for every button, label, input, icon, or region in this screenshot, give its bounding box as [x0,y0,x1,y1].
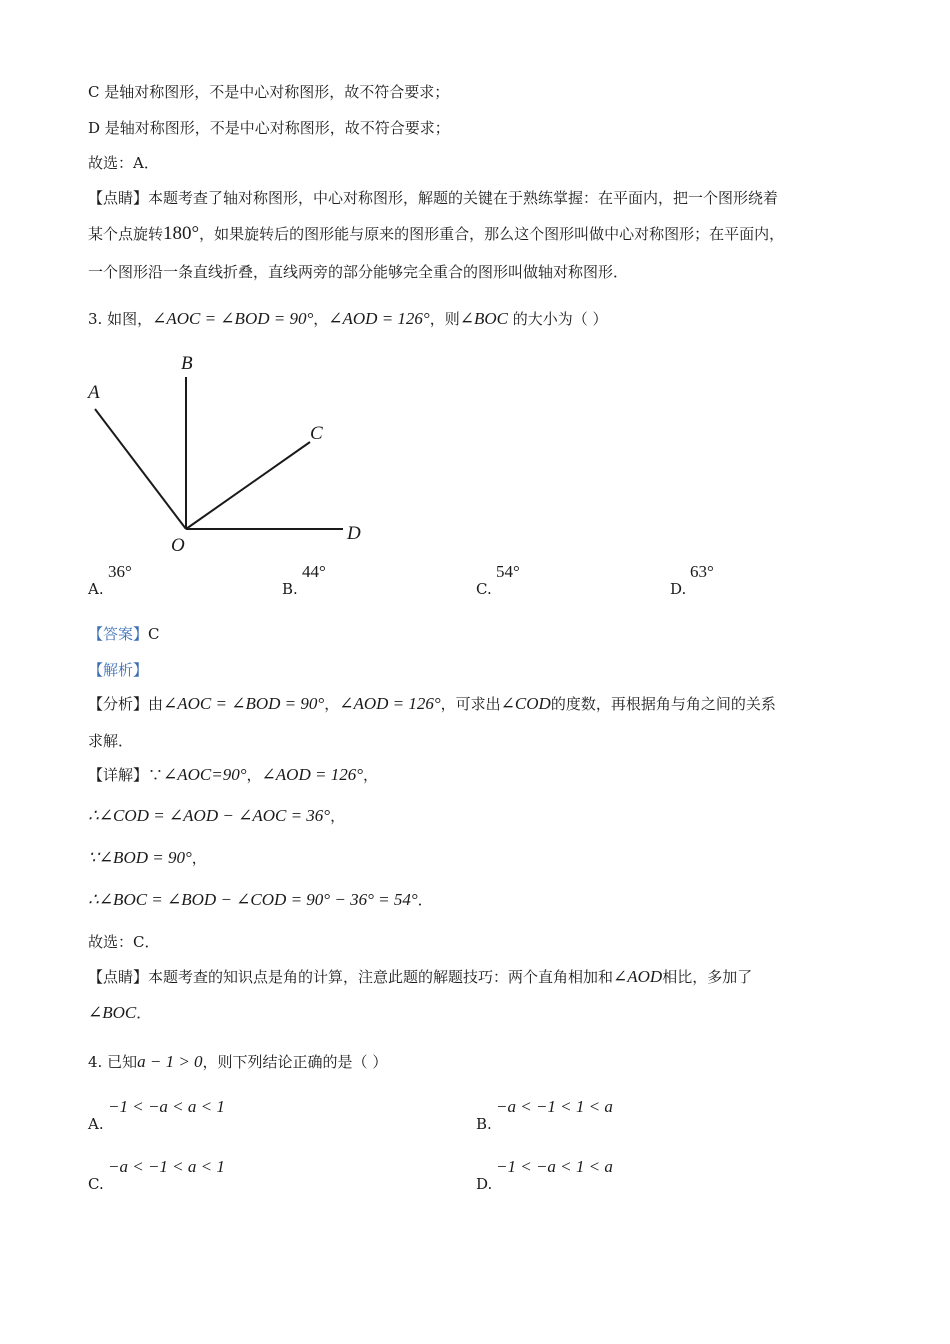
analysis-text: 求解． [88,732,134,750]
remark-text: 【点睛】本题考查的知识点是角的计算，注意此题的解题技巧：两个直角相加和∠AOD相比，多加了 [88,967,753,986]
solution-step: ∵∠BOD = 90°， [88,848,207,867]
remark-text: ∠BOC． [88,1003,152,1022]
analysis-tag: 【解析】 [88,661,149,679]
question-4-stem: 4. 已知a − 1 > 0，则下列结论正确的是（ ） [88,1052,388,1071]
label-d: D [347,523,361,544]
solution-step: ∴∠COD = ∠AOD − ∠AOC = 36°， [88,806,346,825]
text-line: 一个图形沿一条直线折叠，直线两旁的部分能够完全重合的图形叫做轴对称图形． [88,263,629,281]
ray-oa [95,409,186,529]
text-line: 某个点旋转180°，如果旋转后的图形能与原来的图形重合，那么这个图形叫做中心对称图形；在平面内， [88,223,785,244]
document-page: C 是轴对称图形，不是中心对称图形，故不符合要求； D 是轴对称图形，不是中心对称图形，故不符合要求； 故选：A． 【点睛】本题考查了轴对称图形，中心对称图形，解题的关键在于熟练掌握：在平面内，把一个图形绕着 某个点旋转180°，如果旋转后的图形能与原来的图形重合，那么这个图形叫做中心对称图形；在平面内， 一个图形沿一条直线折叠，直线两旁的部分能够完全重合的图形叫做轴对称图形． 3. 如图，∠AOC = ∠BOD = 90°，∠AOD = 126°，则∠BOC 的大小为（ ） A B C D O A. 36° B. 44° C. 54° D. 63° 【答案】C 【解析】 【分析】由∠AOC = ∠BOD = 90°，∠AOD = 126°，可求出∠COD的度数，再根据角与角之间的关系 求解． 【详解】∵∠AOC=90°，∠AOD = 126°， ∴∠COD = ∠AOD − ∠AOC = 36°， ∵∠BOD = 90°， ∴∠BOC = ∠BOD − ∠COD = 90° − 36° = 54°． 故选：C． 【点睛】本题考查的知识点是角的计算，注意此题的解题技巧：两个直角相加和∠AOD相比，多加了 ∠BOC． 4. 已知a − 1 > 0，则下列结论正确的是（ ） A. −1 < −a < a < 1 B. −a < −1 < 1 < a C. −a < −1 < a < 1 D. −1 < −a < 1 < a [0,0,950,1344]
answer-value: C [148,625,160,643]
label-c: C [310,423,323,444]
answer-line [88,624,160,644]
analysis-text: 【分析】由∠AOC = ∠BOD = 90°，∠AOD = 126°，可求出∠COD的度数，再根据角与角之间的关系 [88,694,776,713]
text-line: C 是轴对称图形，不是中心对称图形，故不符合要求； [88,83,450,101]
answer-tag: 【答案】 [88,625,149,643]
label-b: B [181,353,193,374]
solution-step: ∴∠BOC = ∠BOD − ∠COD = 90° − 36° = 54°． [88,890,433,909]
angle-figure [80,345,380,560]
ray-oc [186,442,310,529]
label-a: A [88,382,100,403]
detail-text: 【详解】∵∠AOC=90°，∠AOD = 126°， [88,765,379,784]
choose-line: 故选：C． [88,933,160,951]
text-line: D 是轴对称图形，不是中心对称图形，故不符合要求； [88,119,450,137]
label-o: O [171,535,185,556]
question-3-stem: 3. 如图，∠AOC = ∠BOD = 90°，∠AOD = 126°，则∠BOC 的大小为（ ） [88,309,608,328]
text-line: 故选：A． [88,154,159,172]
text-line: 【点睛】本题考查了轴对称图形，中心对称图形，解题的关键在于熟练掌握：在平面内，把一个图形绕着 [88,189,779,207]
